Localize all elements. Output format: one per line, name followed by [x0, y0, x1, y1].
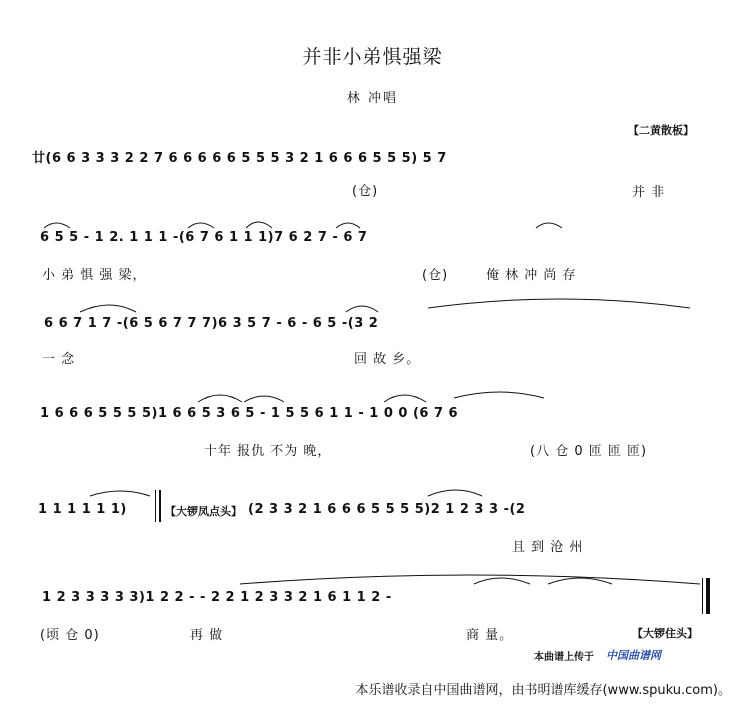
lyric-line: 小 弟 惧 强 梁，	[42, 268, 147, 283]
lyric-line: (顷 仓 0)	[40, 628, 100, 643]
percussion-cue: 【大锣凤点头】	[165, 505, 242, 518]
lyric-line: 再 做	[190, 628, 224, 643]
site-logo: 中国曲谱网	[606, 649, 661, 662]
notation-row: 1 1 1 1 1 1)	[38, 502, 127, 517]
singer-credit: 林 冲唱	[346, 91, 399, 106]
score-title: 并非小弟惧强梁	[302, 46, 443, 68]
lyric-line: 且 到 沧 州	[512, 540, 584, 555]
lyric-line: 商 量。	[466, 628, 514, 643]
percussion-cue: 【大锣住头】	[632, 627, 698, 640]
tempo-marking: 【二黄散板】	[628, 124, 694, 137]
lyric-line: (仓)	[422, 268, 449, 283]
lyric-line: 回 故 乡。	[354, 352, 421, 367]
lyric-line: 俺 林 冲 尚 存	[486, 268, 577, 283]
notation-row: 6 5 5 - 1 2. 1 1 1 -(6 7 6 1 1 1)7 6 2 7 - 6 7	[40, 230, 368, 245]
lyric-line: 并 非	[632, 185, 666, 200]
notation-row: (2 3 3 2 1 6 6 6 5 5 5 5)2 1 2 3 3 -(2	[248, 502, 526, 517]
source-footer: 本乐谱收录自中国曲谱网，由书明谱库缓存(www.spuku.com)。	[355, 683, 731, 698]
notation-row: 6 6 7 1 7 -(6 5 6 7 7 7)6 3 5 7 - 6 - 6 5 -(3 2	[44, 316, 379, 331]
lyric-line: 十年 报仇 不为 晚，	[204, 444, 332, 459]
notation-row: 廿(6 6 3 3 3 2 2 7 6 6 6 6 6 5 5 5 3 2 1 6 6 6 5 5 5) 5 7	[32, 151, 447, 166]
lyric-line: (八 仓 0 匝 匝 匝)	[530, 444, 648, 459]
lyric-line: 一 念	[42, 352, 76, 367]
notation-row: 1 6 6 6 5 5 5 5)1 6 6 5 3 6 5 - 1 5 5 6 1 1 - 1 0 0 (6 7 6	[40, 406, 459, 421]
upload-label: 本曲谱上传于	[534, 652, 594, 663]
notation-row: 1 2 3 3 3 3 3)1 2 2 - - 2 2 1 2 3 3 2 1 6 1 1 2 -	[42, 590, 392, 605]
lyric-line: (仓)	[352, 184, 379, 199]
